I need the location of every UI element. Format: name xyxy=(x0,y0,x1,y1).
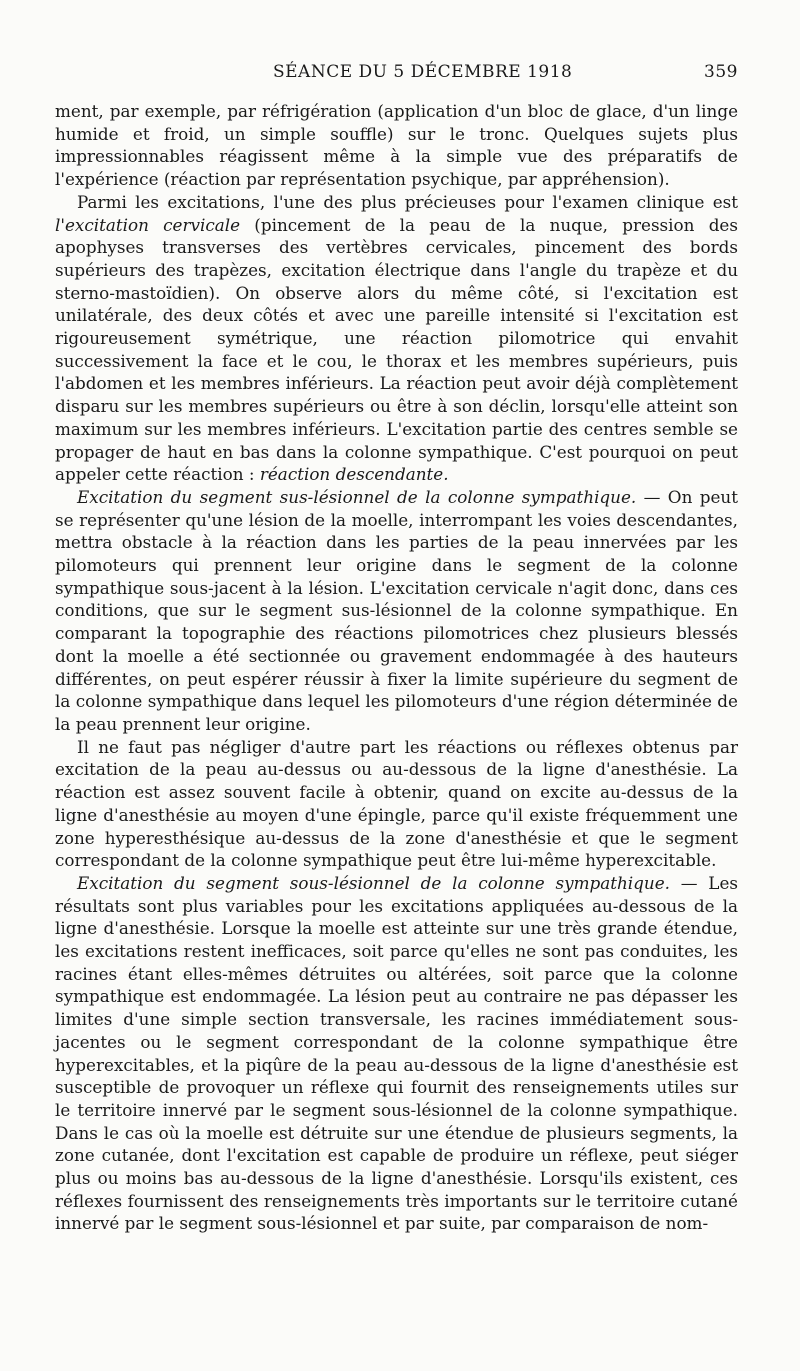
paragraph-5-text: — Les résultats sont plus variables pour les excitations appliquées au-dessous de la ligne d'anesthésie. Lorsque la moelle est atteinte sur une très grande étendue, les excitations restent inefficaces, soit parce qu'elles ne sont pas conduites, les racines étant elles-mêmes détruites ou altérées, soit parce que la colonne sympathique est endommagée. La lésion peut au contraire ne pas dépasser les limites d'une simple section transversale, les racines immédiatement sous-jacentes ou le segment correspondant de la colonne sympathique être hyperexcitables, et la piqûre de la peau au-dessous de la ligne d'anesthésie est susceptible de provoquer un réflexe qui fournit des renseignements utiles sur le territoire innervé par le segment sous-lésionnel de la colonne sympathique. Dans le cas où la moelle est détruite sur une étendue de plusieurs segments, la zone cutanée, dont l'excitation est capable de produire un réflexe, peut siéger plus ou moins bas au-dessous de la ligne d'anesthésie. Lorsqu'ils existent, ces réflexes fournissent des renseignements très importants sur le territoire cutané innervé par le segment sous-lésionnel et par suite, par comparaison de nom- xyxy=(55,872,738,1234)
paragraph-2 xyxy=(55,191,738,486)
term-reaction-descendante: réaction descendante. xyxy=(259,464,449,485)
paragraph-2-text-a: Parmi les excitations, l'une des plus précieuses pour l'examen clinique est xyxy=(77,191,738,212)
page-header xyxy=(55,62,738,88)
paragraph-2-text-b: (pincement de la peau de la nuque, pression des apophyses transverses des vertèbres cervicales, pincement des bords supérieurs des trapèzes, excitation électrique dans l'angle du trapèze et du sterno-mastoïdien). On observe alors du même côté, si l'excitation est unilatérale, des deux côtés et avec une pareille intensité si l'excitation est rigoureusement symétrique, une réaction pilomotrice qui envahit successivement la face et le cou, le thorax et les membres supérieurs, puis l'abdomen et les membres inférieurs. La réaction peut avoir déjà complètement disparu sur les membres supérieurs ou être à son déclin, lorsqu'elle atteint son maximum sur les membres inférieurs. L'excitation partie des centres semble se propager de haut en bas dans la colonne sympathique. C'est pourquoi on peut appeler cette réaction : xyxy=(55,214,738,485)
paragraph-3 xyxy=(55,486,738,736)
paragraph-1-text: ment, par exemple, par réfrigération (application d'un bloc de glace, d'un linge humide et froid, un simple souffle) sur le tronc. Quelques sujets plus impressionnables réagissent même à la simple vue des préparatifs de l'expérience (réaction par représentation psychique, par appréhension). xyxy=(55,101,738,190)
section-heading-sous-lesionnel: Excitation du segment sous-lésionnel de la colonne sympathique. xyxy=(77,872,670,893)
paragraph-1 xyxy=(55,100,738,191)
body-text xyxy=(55,100,738,1235)
paragraph-5 xyxy=(55,872,738,1235)
paragraph-4 xyxy=(55,736,738,872)
section-heading-sus-lesionnel: Excitation du segment sus-lésionnel de la colonne sympathique. xyxy=(77,486,637,507)
page-number: 359 xyxy=(704,62,738,82)
paragraph-4-text: Il ne faut pas négliger d'autre part les réactions ou réflexes obtenus par excitation de la peau au-dessus ou au-dessous de la ligne d'anesthésie. La réaction est assez souvent facile à obtenir, quand on excite au-dessus de la ligne d'anesthésie au moyen d'une épingle, parce qu'il existe fréquemment une zone hyperesthésique au-dessus de la zone d'anesthésie et que le segment correspondant de la colonne sympathique peut être lui-même hyperexcitable. xyxy=(55,736,738,871)
running-title: SÉANCE DU 5 DÉCEMBRE 1918 xyxy=(273,62,573,82)
paragraph-3-text: — On peut se représenter qu'une lésion de la moelle, interrompant les voies descendantes, mettra obstacle à la réaction dans les parties de la peau innervées par les pilomoteurs qui prennent leur origine dans le segment de la colonne sympathique sous-jacent à la lésion. L'excitation cervicale n'agit donc, dans ces conditions, que sur le segment sus-lésionnel de la colonne sympathique. En comparant la topographie des réactions pilomotrices chez plusieurs blessés dont la moelle a été sectionnée ou gravement endommagée à des hauteurs différentes, on peut espérer réussir à fixer la limite supérieure du segment de la colonne sympathique dans lequel les pilomoteurs d'une région déterminée de la peau prennent leur origine. xyxy=(55,486,738,734)
term-excitation-cervicale: l'excitation cervicale xyxy=(55,214,241,235)
